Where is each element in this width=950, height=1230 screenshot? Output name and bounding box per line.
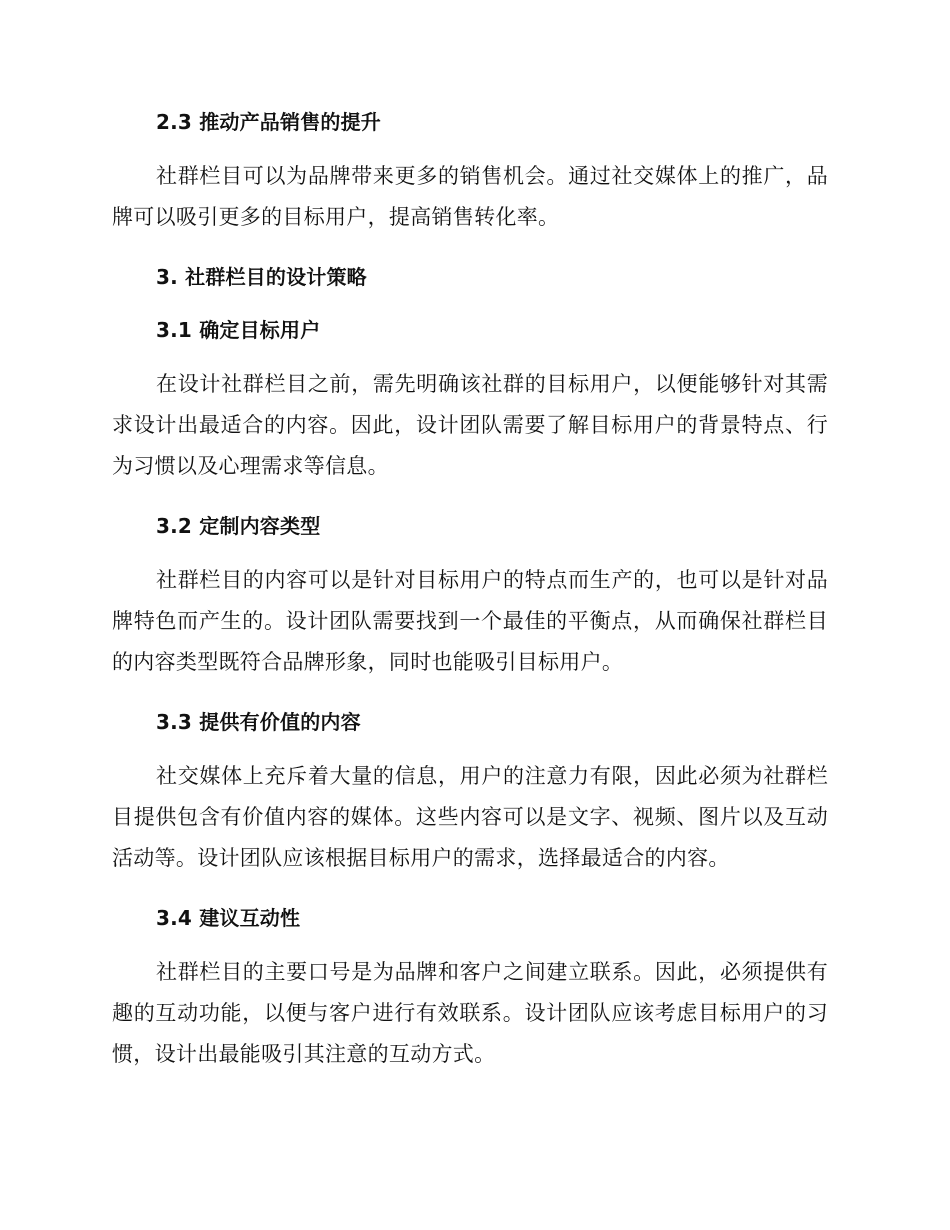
section-heading-3-1: 3.1 确定目标用户 bbox=[156, 318, 321, 342]
section-heading-3: 3. 社群栏目的设计策略 bbox=[156, 265, 367, 289]
section-heading-3-2: 3.2 定制内容类型 bbox=[156, 514, 321, 538]
section-heading-3-3: 3.3 提供有价值的内容 bbox=[156, 710, 361, 734]
document-page bbox=[112, 108, 828, 1075]
paragraph-3-4: 社群栏目的主要口号是为品牌和客户之间建立联系。因此，必须提供有趣的互动功能，以便与客户进行有效联系。设计团队应该考虑目标用户的习惯，设计出最能吸引其注意的互动方式。 bbox=[112, 960, 828, 1066]
section-heading-3-4: 3.4 建议互动性 bbox=[156, 906, 301, 930]
paragraph-2-3: 社群栏目可以为品牌带来更多的销售机会。通过社交媒体上的推广，品牌可以吸引更多的目标用户，提高销售转化率。 bbox=[112, 164, 828, 229]
paragraph-3-2: 社群栏目的内容可以是针对目标用户的特点而生产的，也可以是针对品牌特色而产生的。设计团队需要找到一个最佳的平衡点，从而确保社群栏目的内容类型既符合品牌形象，同时也能吸引目标用户。 bbox=[112, 568, 828, 674]
paragraph-3-1: 在设计社群栏目之前，需先明确该社群的目标用户，以便能够针对其需求设计出最适合的内容。因此，设计团队需要了解目标用户的背景特点、行为习惯以及心理需求等信息。 bbox=[112, 372, 828, 478]
paragraph-3-3: 社交媒体上充斥着大量的信息，用户的注意力有限，因此必须为社群栏目提供包含有价值内容的媒体。这些内容可以是文字、视频、图片以及互动活动等。设计团队应该根据目标用户的需求，选择最适合的内容。 bbox=[112, 764, 828, 870]
section-heading-2-3: 2.3 推动产品销售的提升 bbox=[156, 110, 381, 134]
